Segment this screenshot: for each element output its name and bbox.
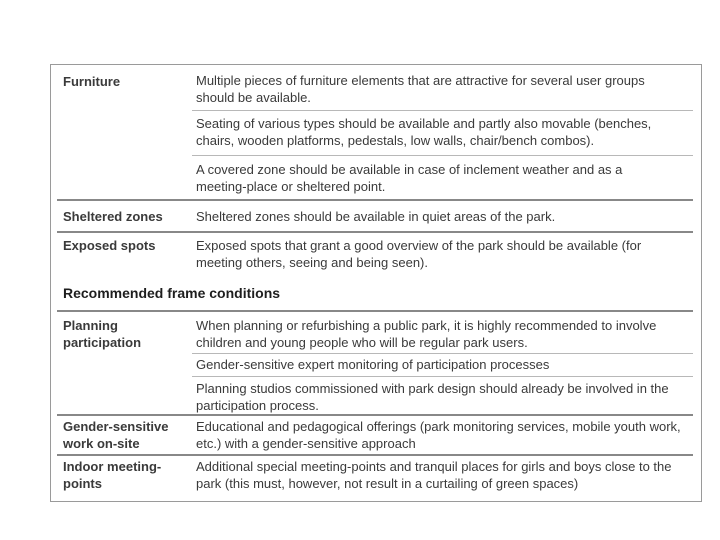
divider xyxy=(192,376,693,377)
divider xyxy=(192,353,693,354)
gender-sensitive-work-cell: Educational and pedagogical offerings (park monitoring services, mobile youth work, etc.) with a gender-sensitive approach xyxy=(196,419,681,451)
recommendations-table xyxy=(50,64,702,502)
section-heading: Recommended frame conditions xyxy=(63,285,281,301)
row-label-indoor-meeting-points: Indoor meeting-points xyxy=(63,459,162,491)
furniture-cell-1: Multiple pieces of furniture elements that are attractive for several user groups should be available. xyxy=(196,73,645,105)
row-divider xyxy=(57,454,693,456)
row-label-sheltered-zones: Sheltered zones xyxy=(63,209,163,224)
furniture-cell-2: Seating of various types should be available and partly also movable (benches, chairs, wooden platforms, pedestals, low walls, chair/bench combos). xyxy=(196,116,652,148)
sheltered-zones-cell: Sheltered zones should be available in quiet areas of the park. xyxy=(196,209,556,224)
row-divider xyxy=(57,310,693,312)
planning-cell-3: Planning studios commissioned with park design should already be involved in the participation process. xyxy=(196,381,669,413)
row-divider xyxy=(57,414,693,416)
row-label-furniture: Furniture xyxy=(63,74,121,89)
planning-cell-1: When planning or refurbishing a public park, it is highly recommended to involve children and young people who will be regular park users. xyxy=(196,318,657,350)
row-divider xyxy=(57,231,693,233)
row-label-exposed-spots: Exposed spots xyxy=(63,238,156,253)
row-divider xyxy=(57,199,693,201)
row-label-gender-sensitive-work: Gender-sensitive work on-site xyxy=(63,419,169,451)
row-label-planning-participation: Planning participation xyxy=(63,318,142,350)
furniture-cell-3: A covered zone should be available in case of inclement weather and as a meeting-place or sheltered point. xyxy=(196,162,623,194)
divider xyxy=(192,110,693,111)
divider xyxy=(192,155,693,156)
exposed-spots-cell: Exposed spots that grant a good overview of the park should be available (for meeting others, seeing and being seen). xyxy=(196,238,642,270)
indoor-meeting-points-cell: Additional special meeting-points and tranquil places for girls and boys close to the park (this must, however, not result in a curtailing of green spaces) xyxy=(196,459,672,491)
planning-cell-2: Gender-sensitive expert monitoring of participation processes xyxy=(196,357,550,372)
